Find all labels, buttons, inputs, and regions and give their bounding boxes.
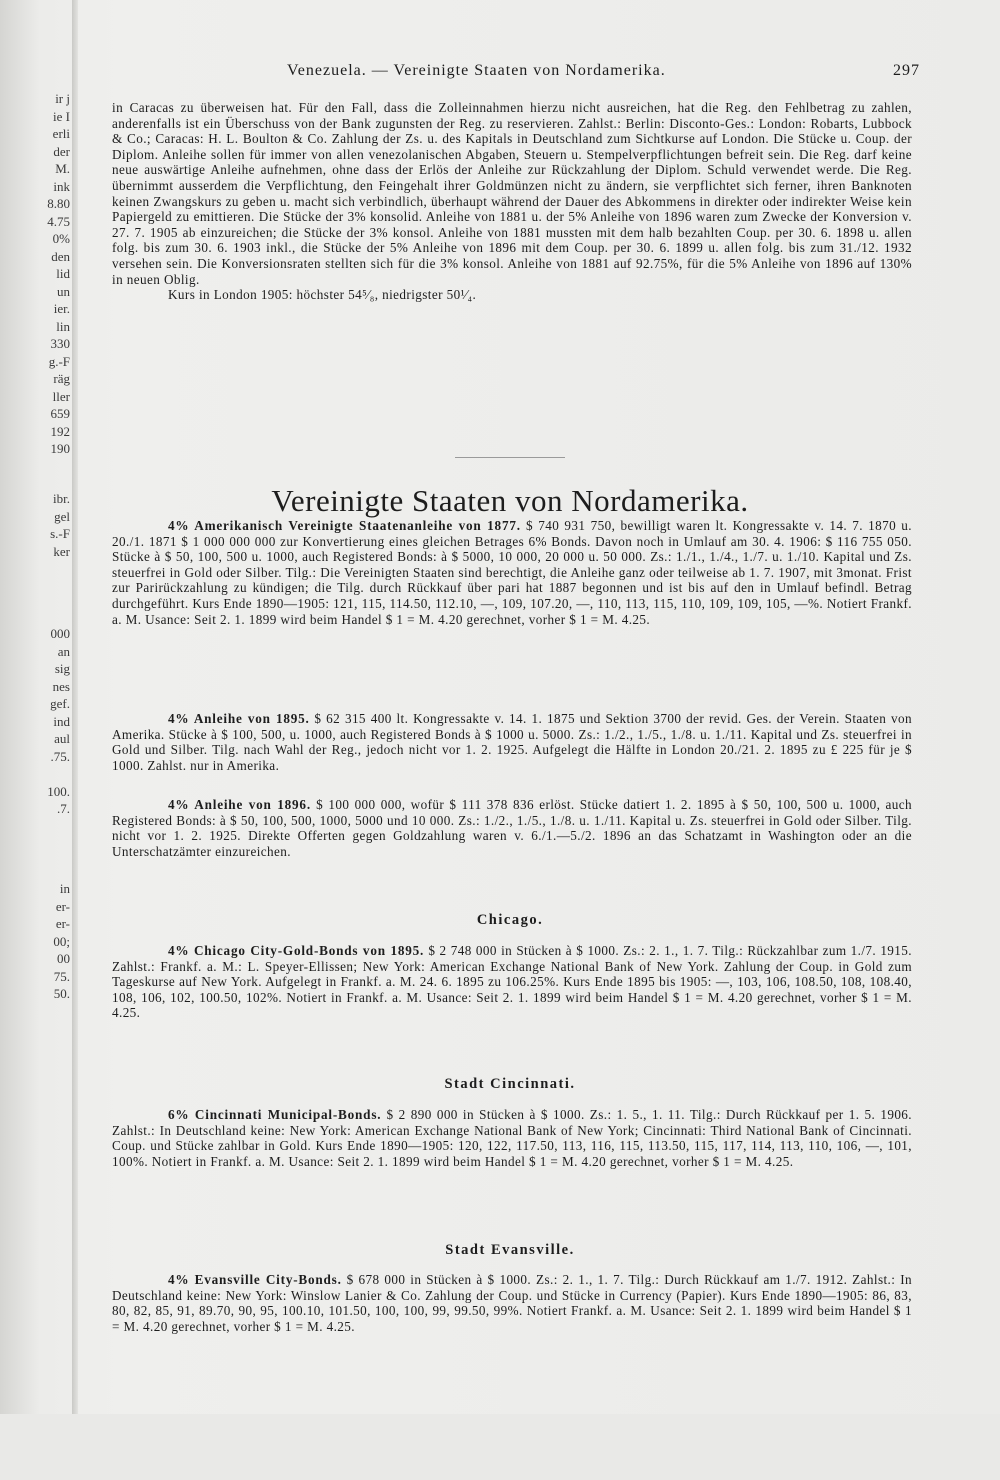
margin-fragment: er- — [55, 916, 70, 931]
entry-evansville-title: 4% Evansville City-Bonds. — [168, 1272, 342, 1287]
margin-fragment: erli — [52, 126, 70, 141]
margin-fragment: .75. — [50, 748, 70, 764]
margin-fragment: ibr. — [53, 491, 70, 506]
margin-fragment: 4.75 — [47, 213, 70, 229]
section-divider — [455, 457, 565, 458]
margin-fragment: 659 — [50, 406, 70, 421]
margin-fragment: sig — [54, 661, 70, 676]
margin-fragment: M. — [55, 161, 70, 176]
page-gutter — [72, 0, 78, 1414]
margin-fragment: 50. — [53, 986, 70, 1001]
entry-1877-text: $ 740 931 750, bewilligt waren lt. Kongressakte v. 14. 7. 1870 u. 20./1. 1871 $ 1 000 000 000 zur Konvertierung eines gleichen Betrages 6% Bonds. Davon noch in Umlauf am 30. 4. 1906: $ 116 755 050. Stücke à $ 50, 100, 500 u. 1000, auch Registered Bonds: à $ 5000, 10 000, 20 000 u. 50 000. Zs.: 1./1., 1./4., 1./7. u. 1./10. Kapital und Zs. steuerfrei in Gold oder Silber. Tilg.: Die Vereinigten Staaten sind berechtigt, die Anleihe ganz oder teilweise ab 1. 7. 1907, mit 3monat. Frist zur Parirückzahlung zu kündigen; die Tilg. durch Rückkauf über pari hat 1887 begonnen und ist bis auf den in Umlauf befindl. Betrag durchgeführt. Kurs Ende 1890—1905: 121, 115, 114.50, 112.10, —, 109, 107.20, —, 110, 113, 115, 110, 109, 109, 105, —%. Notiert Frankf. a. M. Usance: Seit 2. 1. 1899 wird beim Handel $ 1 = M. 4.20 gerechnet, vorher $ 1 = M. 4.25. — [112, 518, 912, 627]
margin-fragment: an — [57, 643, 70, 659]
entry-1896 — [112, 797, 912, 859]
entry-cincinnati-text: $ 2 890 000 in Stücken à $ 1000. Zs.: 1. 5., 1. 11. Tilg.: Durch Rückkauf per 1. 5. 1906. Zahlst.: In Deutschland keine: New York: American Exchange National Bank of New York; Cincinnati: Third National Bank of Cincinnati. Coup. und Stücke zahlbar in Gold. Kurs Ende 1890—1905: 120, 122, 117.50, 113, 116, 115, 113.50, 115, 117, 114, 113, 110, 106, —, 101, 100%. Notiert in Frankf. a. M. Usance: Seit 2. 1. 1899 wird beim Handel $ 1 = M. 4.20 gerechnet, vorher $ 1 = M. 4.25. — [112, 1107, 913, 1169]
margin-fragment: ller — [52, 388, 70, 404]
margin-fragment: 330 — [50, 336, 70, 351]
margin-fragment — [0, 765, 70, 783]
intro-text: in Caracas zu überweisen hat. Für den Fall, dass die Zolleinnahmen hierzu nicht ausreichen, hat die Reg. den Fehlbetrag zu zahlen, anderenfalls ist ein Überschuss von der Bank zugunsten der Reg. zu reservieren. Zahlst.: Berlin: Disconto-Ges.: London: Robarts, Lubbock & Co.; Caracas: H. L. Boulton & Co. Zahlung der Zs. u. des Kapitals in Deutschland zum Sichtkurse auf London. Die Stücke u. Coup. der Diplom. Anleihe sollen für immer von allen venezolanischen Abgaben, Steuern u. Stempelverpflichtungen befreit sein. Die Reg. darf keine neue auswärtige Anleihe aufnehmen, ohne dass der Erlös der Anleihe zur Rückzahlung der Diplom. Schuld verwendet werde. Die Reg. übernimmt ausserdem die Verpflichtung, den Feingehalt ihrer Goldmünzen nicht zu ändern, sie verpflichtet sich ferner, ihren Banknoten keinen Zwangskurs zu geben u. macht sich verbindlich, überhaupt während der Dauer des Abkommens in direkter oder indirekter Weise kein Papiergeld zu emittieren. Die Stücke der 3% konsolid. Anleihe von 1881 u. der 5% Anleihe von 1896 waren zum Zwecke der Konversion v. 27. 7. 1905 ab einzureichen; die Stücke der 3% konsol. Anleihe von 1881 mussten mit dem halb bezahlten Coup. per 30. 6. 1898 u. allen folg. bis zum 30. 6. 1903 inkl., die Stücke der 5% Anleihe von 1896 mit dem Coup. per 30. 6. 1899 u. allen folg. bis zum 31./12. 1932 versehen sein. Die Konversionsraten stellten sich für die 3% konsol. Anleihe von 1881 auf 92.75%, für die 5% Anleihe von 1896 auf 130% in neuen Oblig. — [112, 100, 912, 287]
page-number: 297 — [893, 62, 920, 79]
margin-fragment: er- — [55, 898, 70, 914]
margin-fragment: un — [57, 283, 70, 299]
margin-fragment: ind — [53, 713, 70, 729]
margin-fragment: ker — [53, 543, 70, 559]
entry-chicago — [112, 943, 912, 1021]
entry-cincinnati-title: 6% Cincinnati Municipal-Bonds. — [168, 1107, 382, 1122]
margin-fragment: ier. — [53, 301, 70, 316]
running-head-title: Venezuela. — Vereinigte Staaten von Nordamerika. — [287, 62, 666, 79]
margin-fragment: 192 — [50, 423, 70, 439]
entry-1895-text: $ 62 315 400 lt. Kongressakte v. 14. 1. 1875 und Sektion 3700 der revid. Ges. der Verein. Staaten von Amerika. Stücke à $ 100, 500, u. 1000, auch Registered Bonds à $ 1000 u. 5000. Zs.: 1./2., 1./5., 1./8. u. 1./11. Kapital und Zs. steuerfrei in Gold und Silber. Tilg. nach Wahl der Reg., jedoch nicht vor 1. 2. 1925. Aufgelegt die Hälfte in London 20./21. 2. 1895 zu £ 225 für je $ 1000. Zahlst. nur in Amerika. — [112, 711, 912, 773]
margin-fragment: 100. — [47, 783, 70, 799]
margin-fragment: .7. — [57, 801, 70, 816]
entry-1877-title: 4% Amerikanisch Vereinigte Staatenanleihe von 1877. — [168, 518, 521, 533]
entry-1895 — [112, 711, 912, 773]
margin-fragment: räg — [53, 371, 70, 386]
margin-fragment: gel — [54, 508, 70, 524]
margin-fragment: gef. — [50, 696, 70, 711]
entry-evansville-text: $ 678 000 in Stücken à $ 1000. Zs.: 2. 1., 1. 7. Tilg.: Durch Rückkauf am 1./7. 1912. Zahlst.: In Deutschland keine: New York: Winslow Lanier & Co. Zahlung der Coup. und Stücke in Currency (Papier). Kurs Ende 1890—1905: 86, 83, 80, 82, 85, 91, 89.70, 90, 95, 100.10, 101.50, 100, 100, 99, 99.50, 99%. Notiert Frankf. a. M. Usance: Seit 2. 1. 1899 wird beim Handel $ 1 = M. 4.20 gerechnet, vorher $ 1 = M. 4.25. — [112, 1272, 912, 1334]
margin-fragment: lid — [56, 266, 70, 281]
book-page — [100, 0, 920, 1414]
margin-fragment: 190 — [50, 441, 70, 456]
entry-cincinnati — [112, 1107, 912, 1169]
margin-fragment: ie I — [53, 108, 70, 124]
entry-chicago-title: 4% Chicago City-Gold-Bonds von 1895. — [168, 943, 425, 958]
margin-fragment: aul — [54, 731, 70, 746]
section-title: Vereinigte Staaten von Nordamerika. — [271, 483, 749, 518]
margin-fragment: 00; — [53, 933, 70, 949]
intro-kurs: Kurs in London 1905: höchster 54⁵⁄₈, niedrigster 50¹⁄₄. — [168, 287, 477, 303]
margin-fragment: nes — [52, 678, 70, 694]
entry-1895-title: 4% Anleihe von 1895. — [168, 711, 310, 726]
facing-page-margin-bottom — [0, 880, 70, 1480]
subheading-evansville: Stadt Evansville. — [445, 1242, 575, 1258]
margin-fragment: 0% — [52, 231, 70, 246]
margin-fragment: s.-F — [50, 526, 70, 541]
entry-1877 — [112, 518, 912, 627]
margin-fragment: der — [53, 143, 70, 159]
entry-chicago-text: $ 2 748 000 in Stücken à $ 1000. Zs.: 2. 1., 1. 7. Tilg.: Rückzahlbar zum 1./7. 1915. Zahlst.: Frankf. a. M.: L. Speyer-Ellissen; New York: American Exchange National Bank of New York. Zahlung der Coup. in Gold zum Tageskurse auf New York. Aufgelegt in Frankf. a. M. 24. 6. 1895 zu 106.25%. Kurs Ende 1895 bis 1905: —, 103, 106, 108.50, 108, 108.40, 108, 106, 102, 100.50, 102%. Notiert in Frankf. a. M. Usance: Seit 2. 1. 1899 wird beim Handel $ 1 = M. 4.20 gerechnet, vorher $ 1 = M. 4.25. — [112, 943, 912, 1021]
margin-fragment: lin — [56, 318, 70, 334]
intro-paragraph — [112, 100, 912, 303]
margin-fragment: ink — [53, 178, 70, 194]
margin-fragment: den — [51, 248, 70, 264]
margin-fragment: 000 — [50, 626, 70, 641]
entry-1896-title: 4% Anleihe von 1896. — [168, 797, 311, 812]
margin-fragment: 8.80 — [47, 196, 70, 211]
subheading-chicago: Chicago. — [476, 912, 544, 928]
entry-evansville — [112, 1272, 912, 1334]
margin-fragment: 00 — [57, 951, 70, 966]
margin-fragment: ir j — [55, 91, 70, 106]
entry-1896-text: $ 100 000 000, wofür $ 111 378 836 erlöst. Stücke datiert 1. 2. 1895 à $ 50, 100, 500 u. 1000, auch Registered Bonds: à $ 50, 100, 500, 1000, 5000 und 10 000. Zs.: 1./2., 1./5., 1./8. u. 1./11. Kapital u. Zs. steuerfrei in Gold oder Silber. Tilg. nicht vor 1. 2. 1925. Direkte Offerten gegen Goldzahlung waren v. 6./1.—5./2. 1896 an das Schatzamt in Washington oder an die Unterschatzämter einzureichen. — [112, 797, 912, 859]
margin-fragment: 75. — [53, 968, 70, 984]
margin-fragment: g.-F — [48, 353, 70, 369]
subheading-cincinnati: Stadt Cincinnati. — [444, 1076, 576, 1092]
margin-fragment: in — [59, 881, 70, 896]
